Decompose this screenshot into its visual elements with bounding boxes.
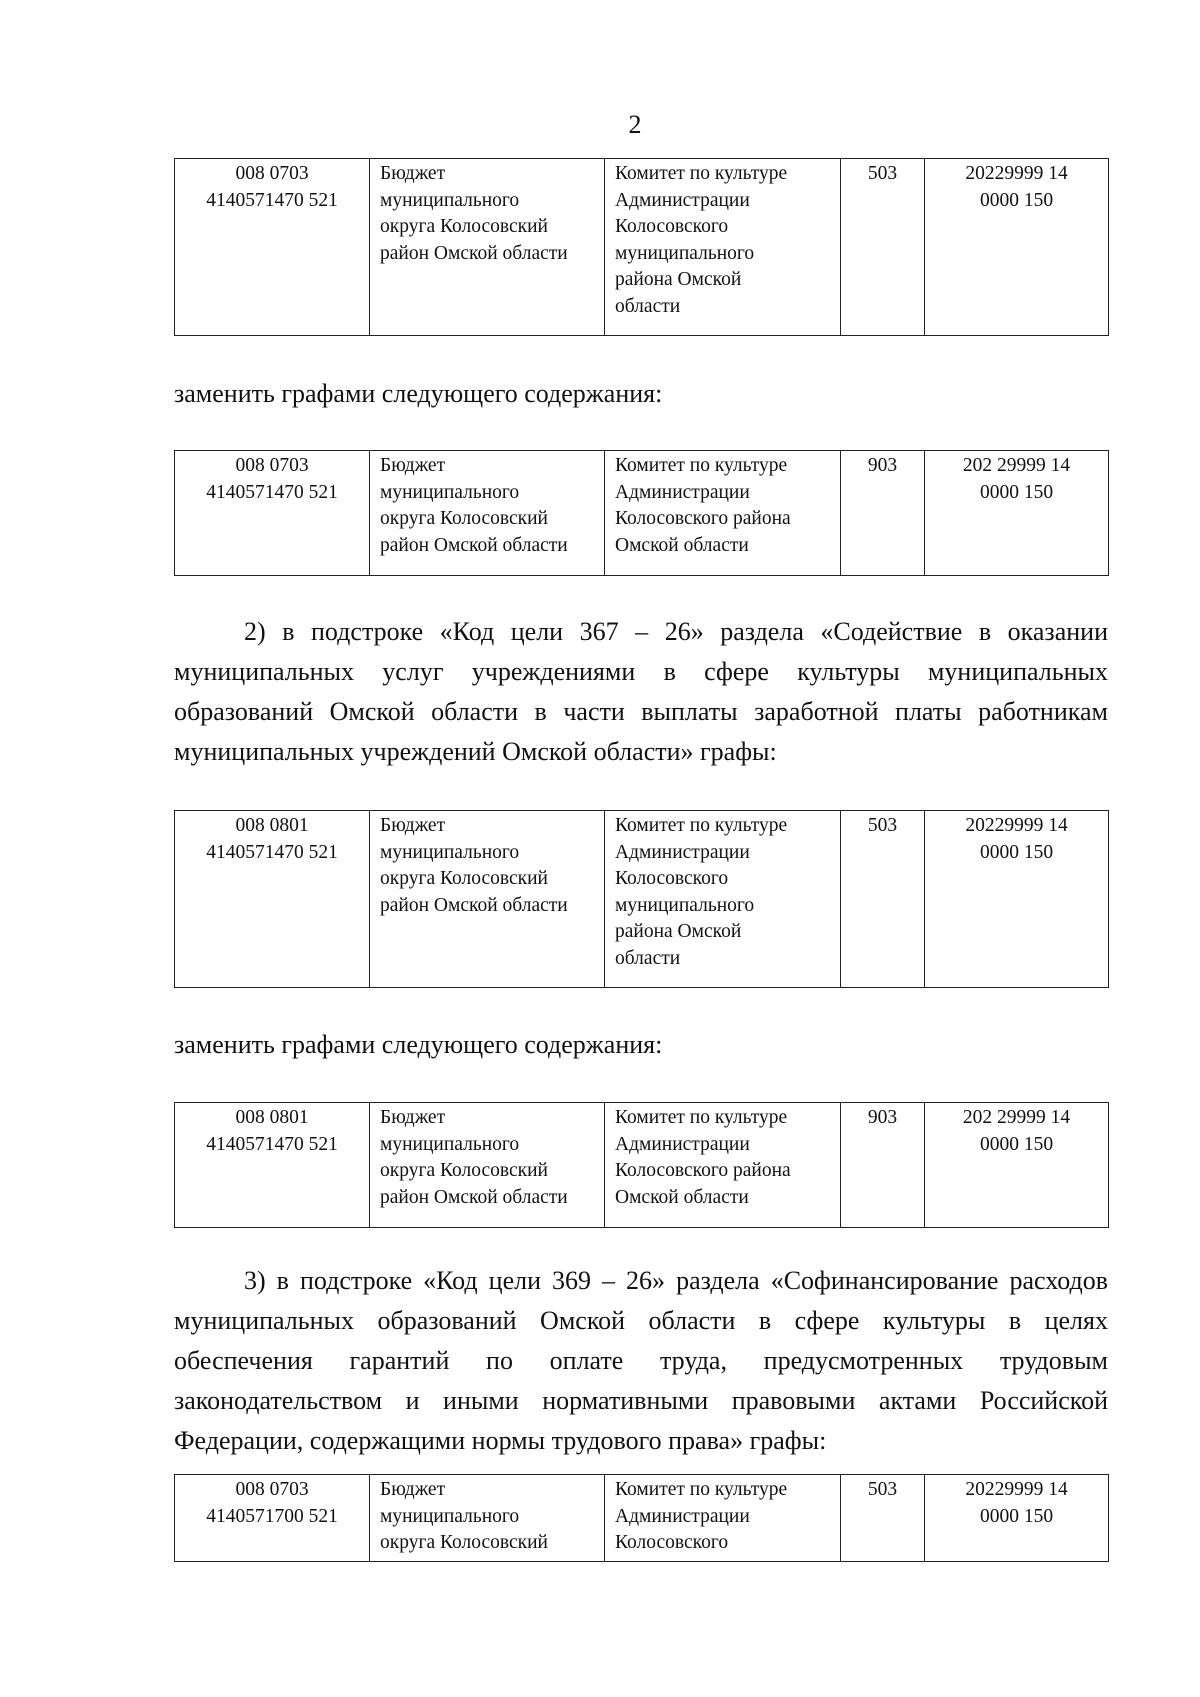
budget-table-1 [174,158,1109,336]
number-cell: 503 [841,159,925,336]
kbk-line: 0000 150 [979,189,1054,211]
table-row [175,451,1109,576]
admin-line: Администрации [615,1133,750,1155]
code-cell [175,1475,370,1562]
budget-line: Бюджет [380,815,446,836]
budget-cell [370,1475,605,1562]
code-line: 4140571470 521 [206,189,338,211]
administrator-cell [605,159,841,336]
admin-line: Администрации [615,1505,750,1527]
kbk-line: 0000 150 [979,1133,1054,1155]
kbk-line: 20229999 14 [965,163,1068,184]
admin-line: Колосовского района [615,1160,791,1181]
table-row [175,1103,1109,1228]
kbk-line: 202 29999 14 [962,455,1071,476]
admin-line: Колосовского района [615,508,791,529]
budget-line: муниципального [380,1505,520,1527]
code-line: 008 0801 [235,1107,309,1128]
budget-table-3 [174,810,1109,988]
kbk-cell [925,1103,1109,1228]
budget-line: муниципального [380,1133,520,1155]
budget-line: округа Колосовский [380,1532,548,1553]
budget-line: Бюджет [380,1479,446,1500]
kbk-cell [925,811,1109,988]
kbk-line: 20229999 14 [965,1479,1068,1500]
code-line: 4140571470 521 [206,481,338,503]
admin-line: Администрации [615,481,750,503]
budget-line: муниципального [380,481,520,503]
admin-line: области [615,295,681,317]
code-line: 008 0703 [235,163,309,184]
kbk-line: 0000 150 [979,841,1054,863]
code-line: 4140571700 521 [206,1505,338,1527]
number-cell: 503 [841,1475,925,1562]
budget-table-4 [174,1102,1109,1228]
budget-line: район Омской области [380,894,568,916]
table-row [175,811,1109,988]
replace-text-2: заменить графами следующего содержания: [174,1030,663,1059]
budget-line: Бюджет [380,1107,446,1128]
budget-line: округа Колосовский [380,868,548,889]
budget-line: район Омской области [380,242,568,264]
budget-line: округа Колосовский [380,1160,548,1181]
code-cell [175,451,370,576]
administrator-cell [605,1475,841,1562]
code-cell [175,1103,370,1228]
administrator-cell [605,451,841,576]
budget-table-2 [174,450,1109,576]
admin-line: Комитет по культуре [615,455,788,476]
budget-table-5 [174,1474,1109,1562]
admin-line: района Омской [615,269,742,290]
kbk-cell [925,1475,1109,1562]
budget-line: муниципального [380,841,520,863]
admin-line: Администрации [615,841,750,863]
admin-line: Омской области [615,534,749,556]
number-cell: 903 [841,1103,925,1228]
budget-line: округа Колосовский [380,508,548,529]
admin-line: Комитет по культуре [615,1107,788,1128]
number-cell: 903 [841,451,925,576]
kbk-line: 0000 150 [979,1505,1054,1527]
page-number: 2 [628,110,642,139]
code-line: 4140571470 521 [206,1133,338,1155]
replace-text-1: заменить графами следующего содержания: [174,379,663,408]
admin-line: Администрации [615,189,750,211]
kbk-line: 0000 150 [979,481,1054,503]
admin-line: Комитет по культуре [615,1479,788,1500]
budget-line: район Омской области [380,534,568,556]
code-line: 4140571470 521 [206,841,338,863]
code-cell [175,811,370,988]
admin-line: Комитет по культуре [615,815,788,836]
paragraph-2: 2) в подстроке «Код цели 367 – 26» раздела «Содействие в оказании муниципальных услуг учреждениями в сфере культуры муниципальных образований Омской области в части выплаты заработной платы работникам муниципальных учреждений Омской области» графы: [174,617,1108,766]
budget-line: муниципального [380,189,520,211]
budget-cell [370,1103,605,1228]
admin-line: Омской области [615,1186,749,1208]
admin-line: Колосовского [615,868,729,889]
budget-line: Бюджет [380,455,446,476]
kbk-line: 20229999 14 [965,815,1068,836]
budget-line: Бюджет [380,163,446,184]
code-cell [175,159,370,336]
code-line: 008 0801 [235,815,309,836]
kbk-cell [925,159,1109,336]
administrator-cell [605,1103,841,1228]
budget-line: район Омской области [380,1186,568,1208]
kbk-line: 202 29999 14 [962,1107,1071,1128]
budget-line: округа Колосовский [380,216,548,237]
admin-line: Комитет по культуре [615,163,788,184]
budget-cell [370,159,605,336]
table-row [175,1475,1109,1562]
admin-line: муниципального [615,894,755,916]
budget-cell [370,451,605,576]
paragraph-3: 3) в подстроке «Код цели 369 – 26» раздела «Софинансирование расходов муниципальных образований Омской области в сфере культуры в целях обеспечения гарантий по оплате труда, предусмотренных трудовым законодательством и иными нормативными правовыми актами Российской Федерации, содержащими нормы трудового права» графы: [174,1266,1108,1455]
code-line: 008 0703 [235,455,309,476]
number-cell: 503 [841,811,925,988]
budget-cell [370,811,605,988]
code-line: 008 0703 [235,1479,309,1500]
admin-line: Колосовского [615,1532,729,1553]
admin-line: муниципального [615,242,755,264]
kbk-cell [925,451,1109,576]
admin-line: области [615,947,681,969]
admin-line: района Омской [615,921,742,942]
admin-line: Колосовского [615,216,729,237]
table-row [175,159,1109,336]
administrator-cell [605,811,841,988]
